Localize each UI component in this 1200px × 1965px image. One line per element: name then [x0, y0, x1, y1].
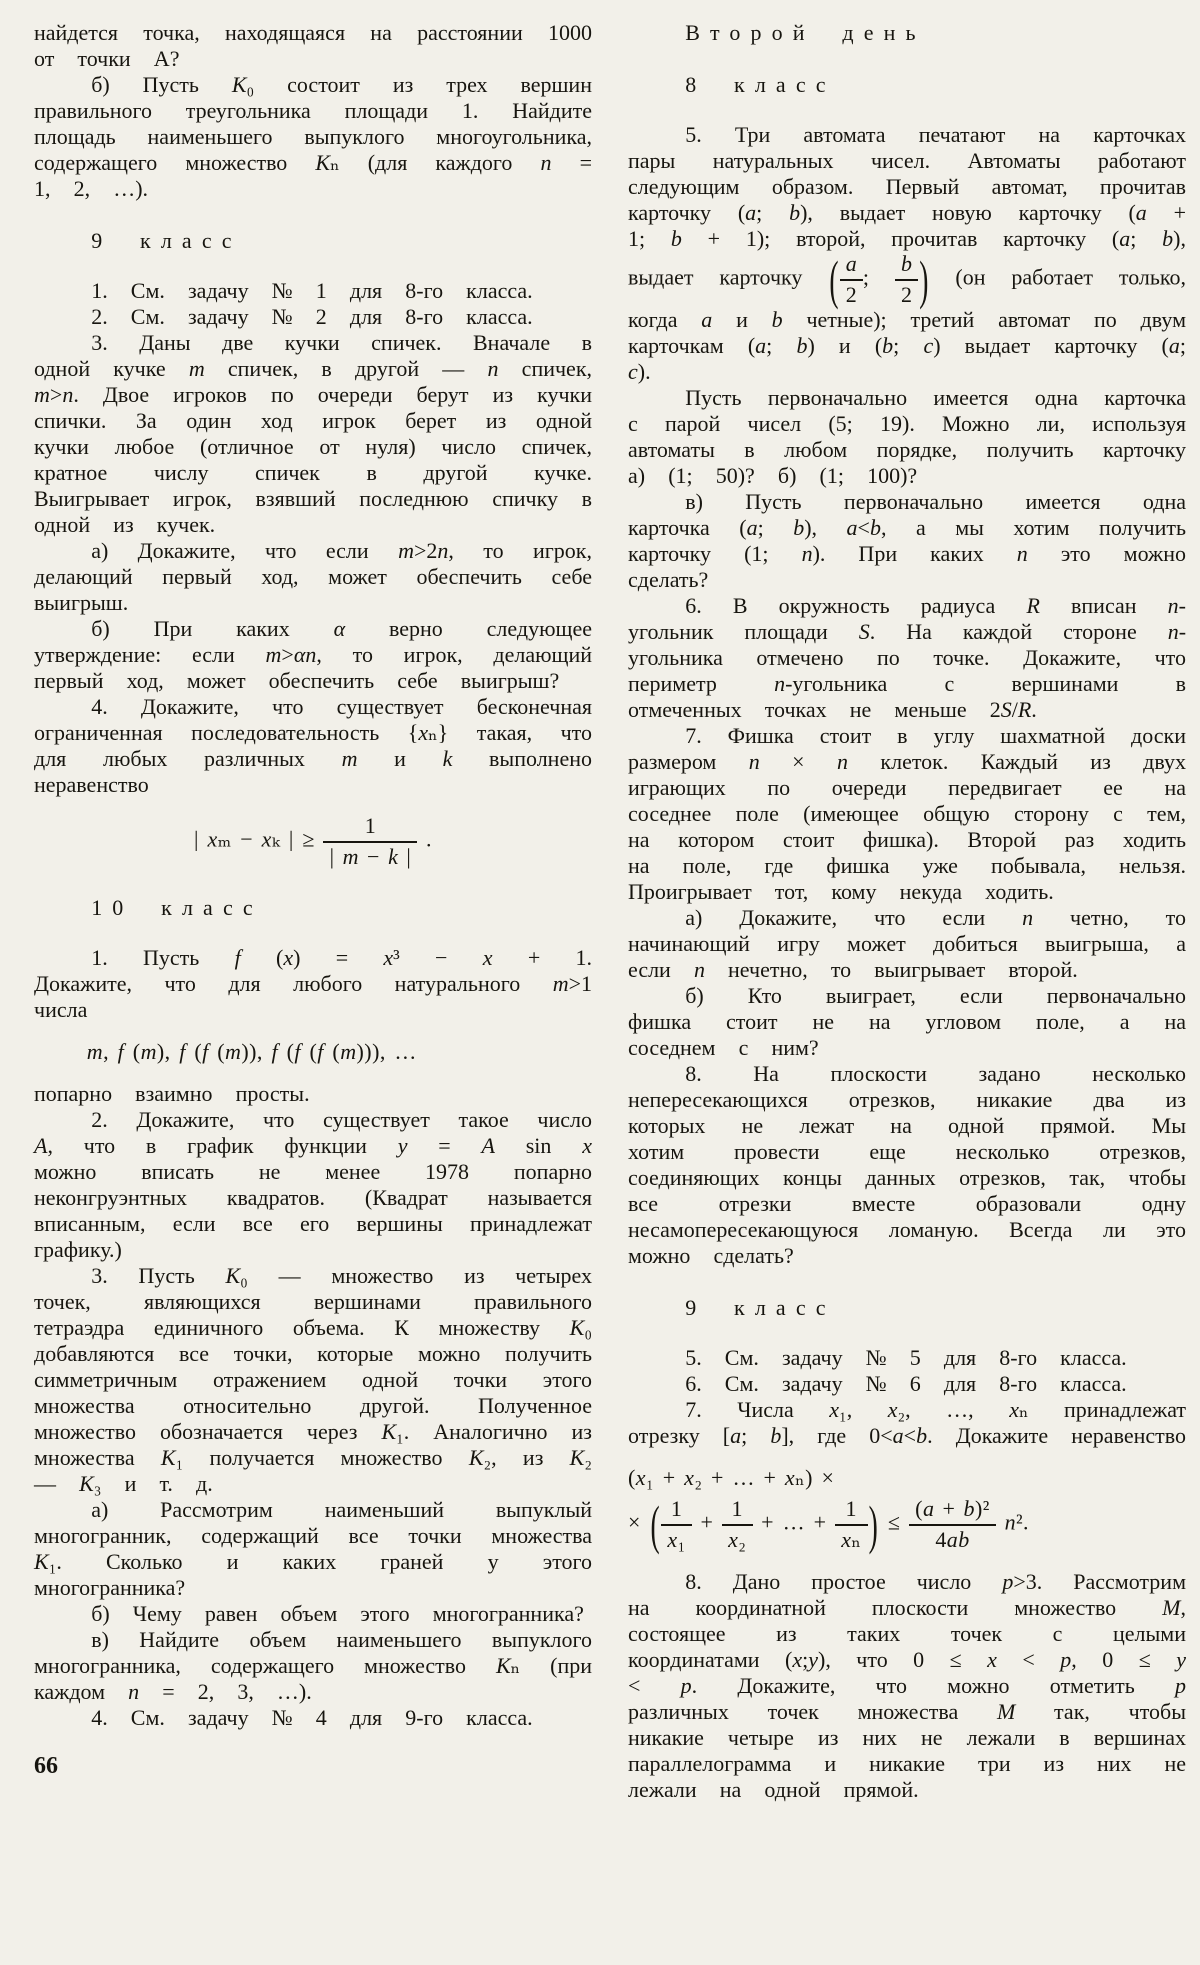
problem-text: а) Рассмотрим наименьший выпуклый многогранник, содержащий все точки множества K₁. Сколько и каких граней у этого многогранника? — [34, 1497, 592, 1601]
formula-line — [628, 1494, 1186, 1555]
big-paren: ) — [868, 1494, 879, 1555]
text-run: m, f (m), f (f (m)), f (f (f (m))), … — [86, 1039, 417, 1065]
problem-text: 3. Пусть K₀ — множество из четырех точек, являющихся вершинами правильного тетраэдра единичного объема. К множеству K₀ добавляются все точки, которые можно получить симметричным отражением одной точки этого множества относительно другой. Полученное множество обозначается через K₁. Аналогично из множества K₁ получается множество K₂, из K₂ — K₃ и т. д. — [34, 1263, 593, 1497]
section-heading: 9 класс — [91, 228, 242, 253]
formula-line — [628, 1465, 1186, 1491]
problem-text: 1. Пусть f (x) = x³ − x + 1. Докажите, что для любого натурального m>1 числа — [34, 945, 593, 1023]
problem-text: попарно взаимно просты. — [34, 1081, 310, 1107]
fraction — [840, 252, 863, 307]
text-run: (x₁ + x₂ + … + xₙ) × — [628, 1465, 835, 1491]
formula-line — [34, 814, 592, 869]
problem-text: найдется точка, находящаяся на расстоянии 1000 от точки А? — [34, 20, 592, 71]
fraction-numerator: 1 — [835, 1497, 868, 1526]
section-heading: 8 класс — [685, 72, 836, 97]
text-run: + … + — [752, 1509, 836, 1535]
problem-text: б) Пусть K₀ состоит из трех вершин правильного треугольника площади 1. Найдите площадь наименьшего выпуклого многоугольника, содержащего множество Kₙ (для каждого n = 1, 2, …). — [34, 72, 592, 201]
fraction — [835, 1497, 868, 1552]
fraction — [909, 1497, 996, 1552]
problem-text: в) Найдите объем наименьшего выпуклого многогранника, содержащего множество Kₙ (при каждом n = 2, 3, …). — [34, 1627, 592, 1705]
text-run: | xₘ − xₖ | ≥ — [194, 826, 324, 852]
problem-text: 2. См. задачу № 2 для 8-го класса. — [91, 304, 533, 329]
fraction-numerator: a — [840, 252, 863, 281]
big-paren: ( — [650, 1494, 661, 1555]
fraction-denominator: x₂ — [728, 1526, 747, 1552]
big-paren: ) — [919, 248, 929, 310]
fraction — [722, 1497, 753, 1552]
problem-text: 2. Докажите, что существует такое число A, что в график функции y = A sin x можно вписать не менее 1978 попарно неконгруэнтных квадратов. (Квадрат называется вписанным, если все его вершины принадлежат графику.) — [34, 1107, 592, 1263]
fraction-denominator: 2 — [845, 281, 857, 307]
fraction-denominator: 2 — [901, 281, 913, 307]
right-column — [628, 18, 1186, 1803]
problem-text: а) Докажите, что если m>2n, то игрок, делающий первый ход, может обеспечить себе выигрыш. — [34, 538, 592, 615]
text-run: n². — [1004, 1509, 1029, 1535]
text-run: ≤ — [879, 1509, 910, 1535]
text-run: . — [417, 826, 432, 852]
fraction-denominator: x₁ — [667, 1526, 686, 1552]
problem-text: 3. Даны две кучки спичек. Вначале в одной кучке m спичек, в другой — n спичек, m>n. Двое игроков по очереди берут из кучки спички. За один ход игрок берет из одной кучки любое (отличное от нуля) число спичек, кратное числу спичек в другой кучке. Выигрывает игрок, взявший последнюю спичку в одной из кучек. — [34, 330, 593, 537]
fraction — [895, 252, 918, 307]
problem-text: в) Пусть первоначально имеется одна карточка (a; b), a<b, а мы хотим получить карточку (1; n). При каких n это можно сделать? — [628, 489, 1187, 593]
fraction-denominator: 4ab — [935, 1526, 970, 1552]
fraction-numerator: 1 — [661, 1497, 692, 1526]
problem-text: 8. Дано простое число p>3. Рассмотрим на координатной плоскости множество M, состоящее из таких точек с целыми координатами (x;y), что 0 ≤ x < p, 0 ≤ y < p. Докажите, что можно отметить p различных точек множества M так, чтобы никакие четыре из них не лежали в вершинах параллелограмма и никакие три из них не лежали на одной прямой. — [628, 1568, 1187, 1802]
problem-text — [628, 122, 1186, 385]
problem-text: Пусть первоначально имеется одна карточка с парой чисел (5; 19). Можно ли, используя автоматы в любом порядке, получить карточку а) (1; 50)? б) (1; 100)? — [628, 385, 1186, 489]
fraction-numerator: 1 — [323, 814, 417, 843]
page-number: 66 — [34, 1753, 58, 1780]
section-heading: 9 класс — [685, 1295, 836, 1321]
fraction — [323, 814, 417, 869]
text-run: ; — [862, 264, 895, 290]
fraction-numerator: b — [895, 252, 918, 281]
section-heading: 10 класс — [91, 895, 263, 921]
fraction-numerator: (a + b)² — [909, 1497, 996, 1526]
problem-text: 6. В окружность радиуса R вписан n-угольник площади S. На каждой стороне n-угольника отмечено по точке. Докажите, что периметр n-угольника с вершинами в отмеченных точках не меньше 2S/R. — [628, 593, 1187, 723]
formula-line — [87, 1039, 592, 1065]
right-column-text — [628, 20, 1186, 1803]
text-run: 5. Три автомата печатают на карточках пары натуральных чисел. Автоматы работают следующим образом. Первый автомат, прочитав карточку (a; b), выдает новую карточку (a + 1; b + 1); второй, прочитав карточку (a; b), выдает карточку — [628, 122, 1187, 290]
problem-text: 4. См. задачу № 4 для 9-го класса. — [91, 1705, 533, 1731]
problem-text: 7. Фишка стоит в углу шахматной доски размером n × n клеток. Каждый из двух играющих по очереди передвигает ее на соседнее поле (имеющее общую сторону с тем, на котором стоит фишка). Второй раз ходить на поле, где фишка уже побывала, нельзя. Проигрывает тот, кому некуда ходить. — [628, 723, 1187, 905]
fraction — [661, 1497, 692, 1552]
problem-text: 8. На плоскости задано несколько непересекающихся отрезков, никакие два из которых не лежат на одной прямой. Мы хотим провести еще несколько отрезков, соединяющих концы данных отрезков, так, чтобы все отрезки вместе образовали одну несамопересекающуюся ломаную. Всегда ли это можно сделать? — [628, 1061, 1186, 1269]
problem-text: 6. См. задачу № 6 для 8-го класса. — [685, 1371, 1127, 1397]
fraction-numerator: 1 — [722, 1497, 753, 1526]
display-formula — [34, 1039, 592, 1065]
left-column — [34, 18, 592, 1803]
section-heading: Второй день — [685, 20, 926, 45]
text-run: + — [691, 1509, 722, 1535]
display-formula — [628, 1465, 1186, 1555]
problem-text: 4. Докажите, что существует бесконечная ограниченная последовательность {xₙ} такая, что для любых различных m и k выполнено неравенство — [34, 694, 592, 797]
problem-text: б) Чему равен объем этого многогранника? — [91, 1601, 584, 1627]
fraction-denominator: xₙ — [841, 1526, 862, 1552]
problem-text: а) Докажите, что если n четно, то начинающий игру может добиться выигрыша, а если n нечетно, то выигрывает второй. — [628, 905, 1186, 983]
text-run: (он работает только, когда a и b четные); третий автомат по двум карточкам (a; b) и (b; c) выдает карточку (a; c). — [628, 264, 1187, 385]
big-paren: ( — [829, 248, 839, 310]
text-run: × — [628, 1509, 650, 1535]
display-formula — [34, 814, 592, 869]
fraction-denominator: | m − k | — [329, 843, 412, 869]
problem-text: 7. Числа x₁, x₂, …, xₙ принадлежат отрезку [a; b], где 0<a<b. Докажите неравенство — [628, 1397, 1187, 1449]
left-column-text — [34, 20, 592, 1731]
problem-text: 5. См. задачу № 5 для 8-го класса. — [685, 1345, 1127, 1371]
problem-text: б) При каких α верно следующее утверждение: если m>αn, то игрок, делающий первый ход, может обеспечить себе выигрыш? — [34, 616, 593, 693]
problem-text: 1. См. задачу № 1 для 8-го класса. — [91, 278, 533, 303]
problem-text: б) Кто выиграет, если первоначально фишка стоит не на угловом поле, а на соседнем с ним? — [628, 983, 1186, 1061]
